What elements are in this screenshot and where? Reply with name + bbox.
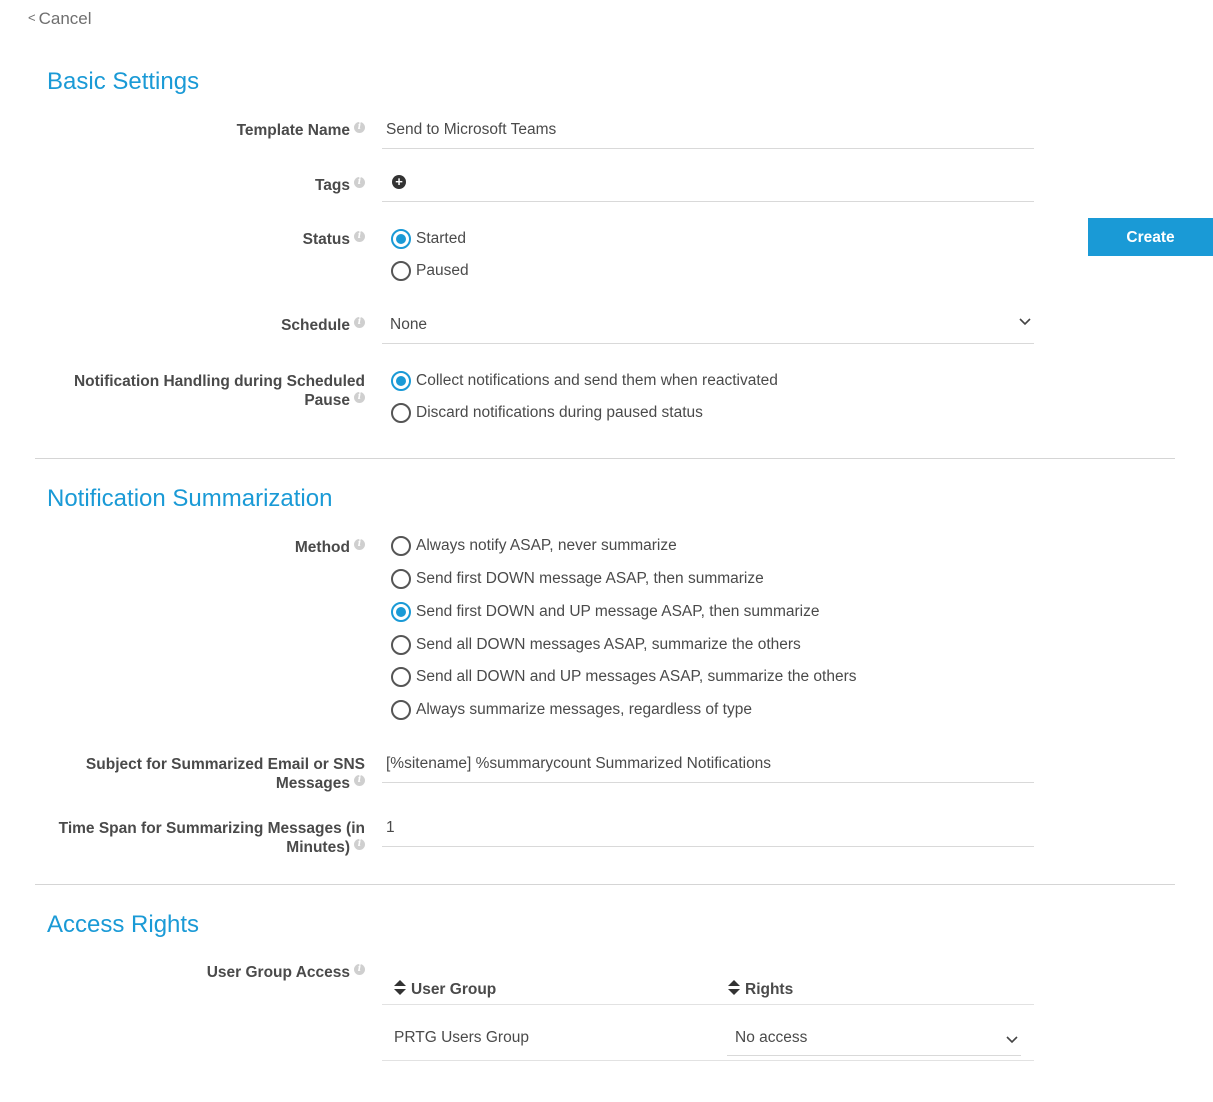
method-radio-5[interactable]	[391, 666, 857, 688]
pause-radio-collect[interactable]	[391, 370, 778, 392]
radio-button[interactable]	[391, 667, 411, 687]
radio-button[interactable]	[391, 261, 411, 281]
status-label-text: Status	[302, 231, 350, 248]
radio-button[interactable]	[391, 700, 411, 720]
status-label	[45, 230, 365, 249]
rights-value: No access	[735, 1029, 808, 1046]
chevron-down-icon	[1018, 314, 1032, 328]
radio-label: Started	[416, 230, 466, 247]
radio-button-checked[interactable]	[391, 371, 411, 391]
tags-label	[45, 176, 365, 195]
radio-label: Send all DOWN and UP messages ASAP, summarize the others	[416, 668, 857, 685]
radio-button[interactable]	[391, 569, 411, 589]
column-header-user-group[interactable]	[393, 979, 496, 999]
method-radio-3[interactable]	[391, 601, 819, 623]
info-icon[interactable]: i	[354, 231, 365, 242]
info-icon[interactable]: i	[354, 392, 365, 403]
rights-select[interactable]	[727, 1025, 1021, 1056]
section-divider	[35, 458, 1175, 459]
radio-label: Always notify ASAP, never summarize	[416, 537, 677, 554]
schedule-label-text: Schedule	[281, 317, 350, 334]
method-radio-1[interactable]	[391, 535, 677, 557]
cancel-link[interactable]	[28, 9, 92, 29]
create-button[interactable]: Create	[1088, 218, 1213, 256]
subject-label-line2: Messages	[275, 775, 350, 792]
cancel-label: Cancel	[38, 9, 92, 28]
subject-input[interactable]	[382, 753, 1034, 783]
timespan-label-line1: Time Span for Summarizing Messages (in	[58, 820, 365, 837]
pause-handling-label-line2: Pause	[304, 392, 350, 409]
template-name-value: Send to Microsoft Teams	[386, 121, 557, 138]
radio-button[interactable]	[391, 403, 411, 423]
info-icon[interactable]: i	[354, 317, 365, 328]
column-header-label: Rights	[745, 981, 794, 998]
timespan-label-line2: Minutes)	[286, 839, 350, 856]
method-label	[45, 538, 365, 557]
table-header-divider	[382, 1004, 1034, 1005]
tags-field[interactable]	[382, 172, 1034, 202]
method-radio-2[interactable]	[391, 568, 764, 590]
info-icon[interactable]: i	[354, 775, 365, 786]
section-title-basic-settings: Basic Settings	[47, 68, 200, 95]
subject-label	[45, 755, 365, 793]
radio-label: Discard notifications during paused status	[416, 404, 703, 421]
sort-icon[interactable]	[727, 979, 741, 997]
status-radio-started[interactable]	[391, 228, 466, 250]
method-radio-4[interactable]	[391, 634, 801, 656]
tags-label-text: Tags	[314, 177, 350, 194]
chevron-down-icon	[1005, 1032, 1019, 1046]
add-tag-icon[interactable]: +	[392, 175, 406, 189]
method-radio-6[interactable]	[391, 699, 752, 721]
radio-button-checked[interactable]	[391, 602, 411, 622]
info-icon[interactable]: i	[354, 539, 365, 550]
schedule-label	[45, 316, 365, 335]
subject-value: [%sitename] %summarycount Summarized Notifications	[386, 755, 772, 772]
chevron-left-icon: <	[28, 10, 36, 25]
radio-label: Collect notifications and send them when reactivated	[416, 372, 778, 389]
column-header-rights[interactable]	[727, 979, 793, 999]
radio-label: Paused	[416, 262, 469, 279]
schedule-value: None	[390, 316, 428, 333]
section-divider	[35, 884, 1175, 885]
schedule-select[interactable]	[382, 314, 1034, 344]
pause-handling-label	[45, 372, 365, 410]
info-icon[interactable]: i	[354, 964, 365, 975]
timespan-value: 1	[386, 819, 395, 836]
radio-button[interactable]	[391, 635, 411, 655]
info-icon[interactable]: i	[354, 122, 365, 133]
info-icon[interactable]: i	[354, 177, 365, 188]
section-title-notification-summarization: Notification Summarization	[47, 485, 333, 512]
timespan-label	[45, 819, 365, 857]
radio-label: Send first DOWN message ASAP, then summarize	[416, 570, 764, 587]
pause-handling-label-line1: Notification Handling during Scheduled	[73, 373, 365, 390]
section-title-access-rights: Access Rights	[47, 911, 200, 938]
status-radio-paused[interactable]	[391, 260, 469, 282]
sort-icon[interactable]	[393, 979, 407, 997]
radio-button-checked[interactable]	[391, 229, 411, 249]
timespan-input[interactable]	[382, 817, 1034, 847]
radio-label: Send first DOWN and UP message ASAP, then summarize	[416, 603, 820, 620]
radio-button[interactable]	[391, 536, 411, 556]
table-row-divider	[382, 1060, 1034, 1061]
user-group-access-label	[45, 963, 365, 982]
table-cell-user-group: PRTG Users Group	[394, 1029, 529, 1046]
template-name-input[interactable]	[382, 119, 1034, 149]
template-name-label	[45, 121, 365, 140]
subject-label-line1: Subject for Summarized Email or SNS	[85, 756, 365, 773]
radio-label: Send all DOWN messages ASAP, summarize the others	[416, 636, 801, 653]
column-header-label: User Group	[411, 981, 497, 998]
template-name-label-text: Template Name	[236, 122, 350, 139]
info-icon[interactable]: i	[354, 839, 365, 850]
radio-label: Always summarize messages, regardless of type	[416, 701, 752, 718]
user-group-access-label-text: User Group Access	[206, 964, 350, 981]
method-label-text: Method	[294, 539, 350, 556]
pause-radio-discard[interactable]	[391, 402, 703, 424]
